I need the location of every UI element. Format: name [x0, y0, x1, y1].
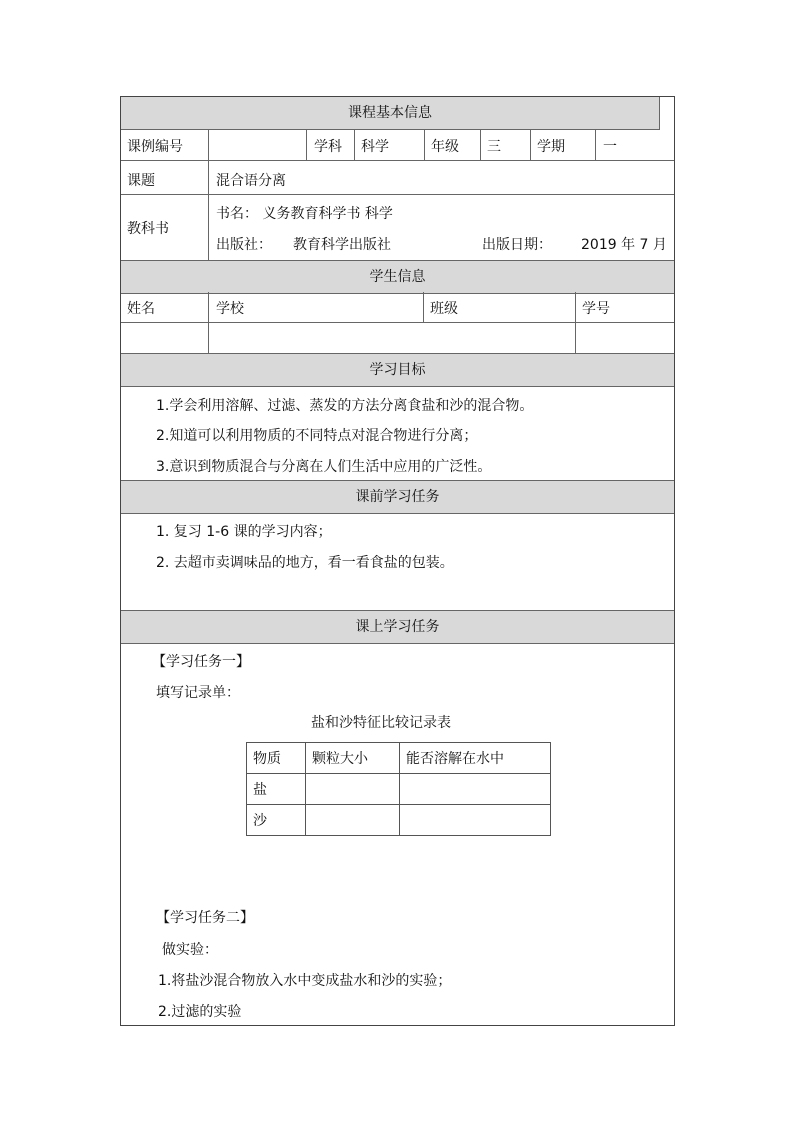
section-header-student-info-text: 学生信息 [369, 269, 426, 285]
section-header-in-class-tasks [121, 610, 674, 644]
student-class-label: 班级 [430, 301, 458, 317]
objective-item: 3.意识到物质混合与分离在人们生活中应用的广泛性。 [156, 459, 492, 475]
publisher-label: 出版社： [216, 237, 272, 253]
section-header-student-info [121, 260, 674, 294]
book-name: 书名： 义务教育科学书 科学 [216, 206, 393, 222]
task2-step: 1.将盐沙混合物放入水中变成盐水和沙的实验； [158, 973, 452, 989]
table-header-cell: 能否溶解在水中 [400, 743, 551, 774]
student-number-label: 学号 [582, 301, 610, 317]
table-cell[interactable] [400, 805, 551, 836]
table-header-cell: 物质 [247, 743, 306, 774]
grade-label: 年级 [431, 139, 459, 155]
task2-step: 2.过滤的实验 [158, 1004, 242, 1020]
section-header-in-class-tasks-text: 课上学习任务 [355, 619, 440, 635]
table-cell[interactable] [400, 774, 551, 805]
section-header-pre-tasks [121, 480, 674, 514]
textbook-label: 教科书 [127, 221, 169, 237]
table-cell: 盐 [247, 774, 306, 805]
section-header-course-info-text: 课程基本信息 [348, 105, 432, 121]
pre-task-item: 1. 复习 1-6 课的学习内容； [156, 524, 332, 540]
subject-value: 科学 [361, 139, 389, 155]
table-row [247, 805, 551, 836]
student-name-label: 姓名 [127, 301, 155, 317]
lesson-plan-sheet [120, 96, 675, 1026]
pre-task-item: 2. 去超市卖调味品的地方，看一看食盐的包装。 [156, 555, 454, 571]
section-header-objectives-text: 学习目标 [369, 362, 426, 378]
objective-item: 1.学会利用溶解、过滤、蒸发的方法分离食盐和沙的混合物。 [156, 398, 534, 414]
grade-value: 三 [487, 139, 501, 155]
section-header-pre-tasks-text: 课前学习任务 [355, 489, 440, 505]
task1-instruction: 填写记录单： [156, 685, 240, 701]
student-school-label: 学校 [216, 301, 244, 317]
term-value: 一 [603, 139, 617, 155]
task1-table-title: 盐和沙特征比较记录表 [311, 715, 451, 731]
table-cell[interactable] [306, 805, 400, 836]
table-cell[interactable] [306, 774, 400, 805]
course-id-label: 课例编号 [127, 139, 183, 155]
pub-date-value: 2019 年 7 月 [581, 237, 667, 253]
publisher-value: 教育科学出版社 [293, 237, 391, 253]
term-label: 学期 [537, 139, 565, 155]
objective-item: 2.知道可以利用物质的不同特点对混合物进行分离； [156, 428, 478, 444]
table-cell: 沙 [247, 805, 306, 836]
table-row [247, 774, 551, 805]
table-header-cell: 颗粒大小 [306, 743, 400, 774]
subject-label: 学科 [314, 139, 342, 155]
section-header-course-info [121, 97, 660, 130]
task2-instruction: 做实验： [162, 942, 218, 958]
pub-date-label: 出版日期： [482, 237, 552, 253]
section-header-objectives [121, 353, 674, 387]
topic-label: 课题 [127, 173, 155, 189]
salt-sand-record-table [246, 742, 551, 836]
task2-title: 【学习任务二】 [156, 910, 254, 926]
table-header-row [247, 743, 551, 774]
topic-value: 混合语分离 [216, 173, 286, 189]
task1-title: 【学习任务一】 [152, 654, 250, 670]
